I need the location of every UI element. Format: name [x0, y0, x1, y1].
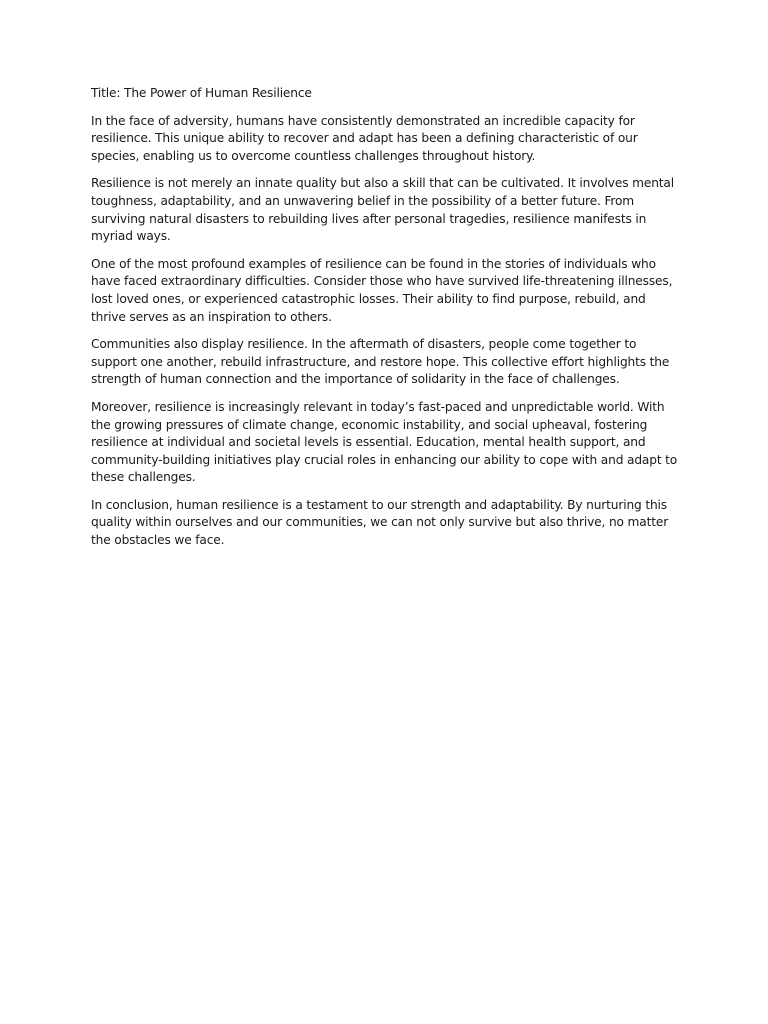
- paragraph-skill: Resilience is not merely an innate quality but also a skill that can be cultivated. It involves mental toughness, adaptability, and an unwavering belief in the possibility of a better future. From surviving natural disasters to rebuilding lives after personal tragedies, resilience manifests in myriad ways.: [91, 176, 674, 244]
- paragraph-conclusion: In conclusion, human resilience is a testament to our strength and adaptability. By nurturing this quality within ourselves and our communities, we can not only survive but also thrive, no matter the obstacles we face.: [91, 497, 669, 548]
- paragraph-modern-world: Moreover, resilience is increasingly relevant in today’s fast-paced and unpredictable world. With the growing pressures of climate change, economic instability, and social upheaval, fostering resilience at individual and societal levels is essential. Education, mental health support, and community-building initiatives play crucial roles in enhancing our ability to cope with and adapt to these challenges.: [91, 399, 678, 485]
- paragraph-communities: Communities also display resilience. In the aftermath of disasters, people come together to support one another, rebuild infrastructure, and restore hope. This collective effort highlights the strength of human connection and the importance of solidarity in the face of challenges.: [91, 337, 670, 387]
- paragraph-intro: In the face of adversity, humans have consistently demonstrated an incredible capacity for resilience. This unique ability to recover and adapt has been a defining characteristic of our species, enabling us to overcome countless challenges throughout history.: [91, 113, 638, 163]
- document-title: Title: The Power of Human Resilience: [91, 86, 312, 100]
- document-page: [91, 85, 681, 560]
- paragraph-individuals: One of the most profound examples of resilience can be found in the stories of individuals who have faced extraordinary difficulties. Consider those who have survived life-threatening illnesses, lost loved ones, or experienced catastrophic losses. Their ability to find purpose, rebuild, and thrive serves as an inspiration to others.: [91, 256, 673, 324]
